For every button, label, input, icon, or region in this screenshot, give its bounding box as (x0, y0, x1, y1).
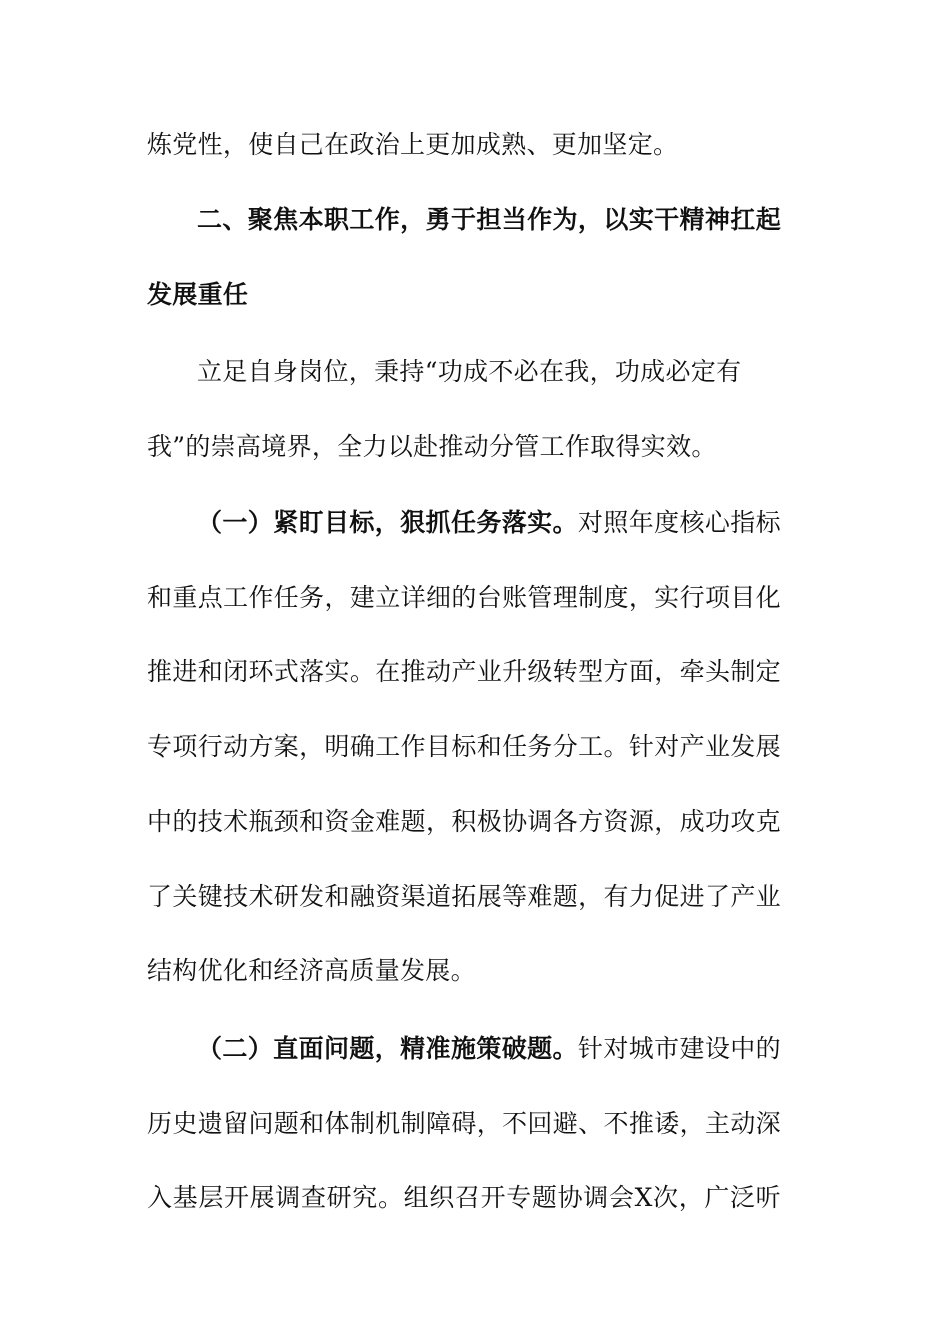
item1-line1-text: 对照年度核心指标 (577, 508, 781, 537)
item1-line-1 (197, 506, 781, 540)
item2-line1-text: 针对城市建设中的 (577, 1034, 781, 1063)
item1-line-6: 了关键技术研发和融资渠道拓展等难题，有力促进了产业 (147, 882, 781, 911)
item1-line-2: 和重点工作任务，建立详细的台账管理制度，实行项目化 (147, 583, 781, 612)
item2-line-2: 历史遗留问题和体制机制障碍，不回避、不推诿，主动深 (147, 1109, 781, 1138)
item1-heading: （一）紧盯目标，狠抓任务落实。 (197, 508, 578, 537)
intro-line-2: 我”的崇高境界，全力以赴推动分管工作取得实效。 (147, 432, 717, 461)
item2-line-1 (197, 1032, 781, 1066)
intro-line-1: 立足自身岗位，秉持“功成不必在我，功成必定有 (197, 357, 742, 386)
item1-line-5: 中的技术瓶颈和资金难题，积极协调各方资源，成功攻克 (147, 807, 781, 836)
paragraph-continuation-line: 炼党性，使自己在政治上更加成熟、更加坚定。 (147, 130, 679, 159)
item2-line-3: 入基层开展调查研究。组织召开专题协调会X次，广泛听 (147, 1183, 781, 1212)
item1-line-3: 推进和闭环式落实。在推动产业升级转型方面，牵头制定 (147, 657, 781, 686)
item2-heading: （二）直面问题，精准施策破题。 (197, 1034, 578, 1063)
section-heading-line-1: 二、聚焦本职工作，勇于担当作为，以实干精神扛起 (197, 205, 781, 234)
item1-line-7: 结构优化和经济高质量发展。 (147, 956, 476, 985)
section-heading-line-2: 发展重任 (147, 280, 249, 309)
item1-line-4: 专项行动方案，明确工作目标和任务分工。针对产业发展 (147, 732, 781, 761)
